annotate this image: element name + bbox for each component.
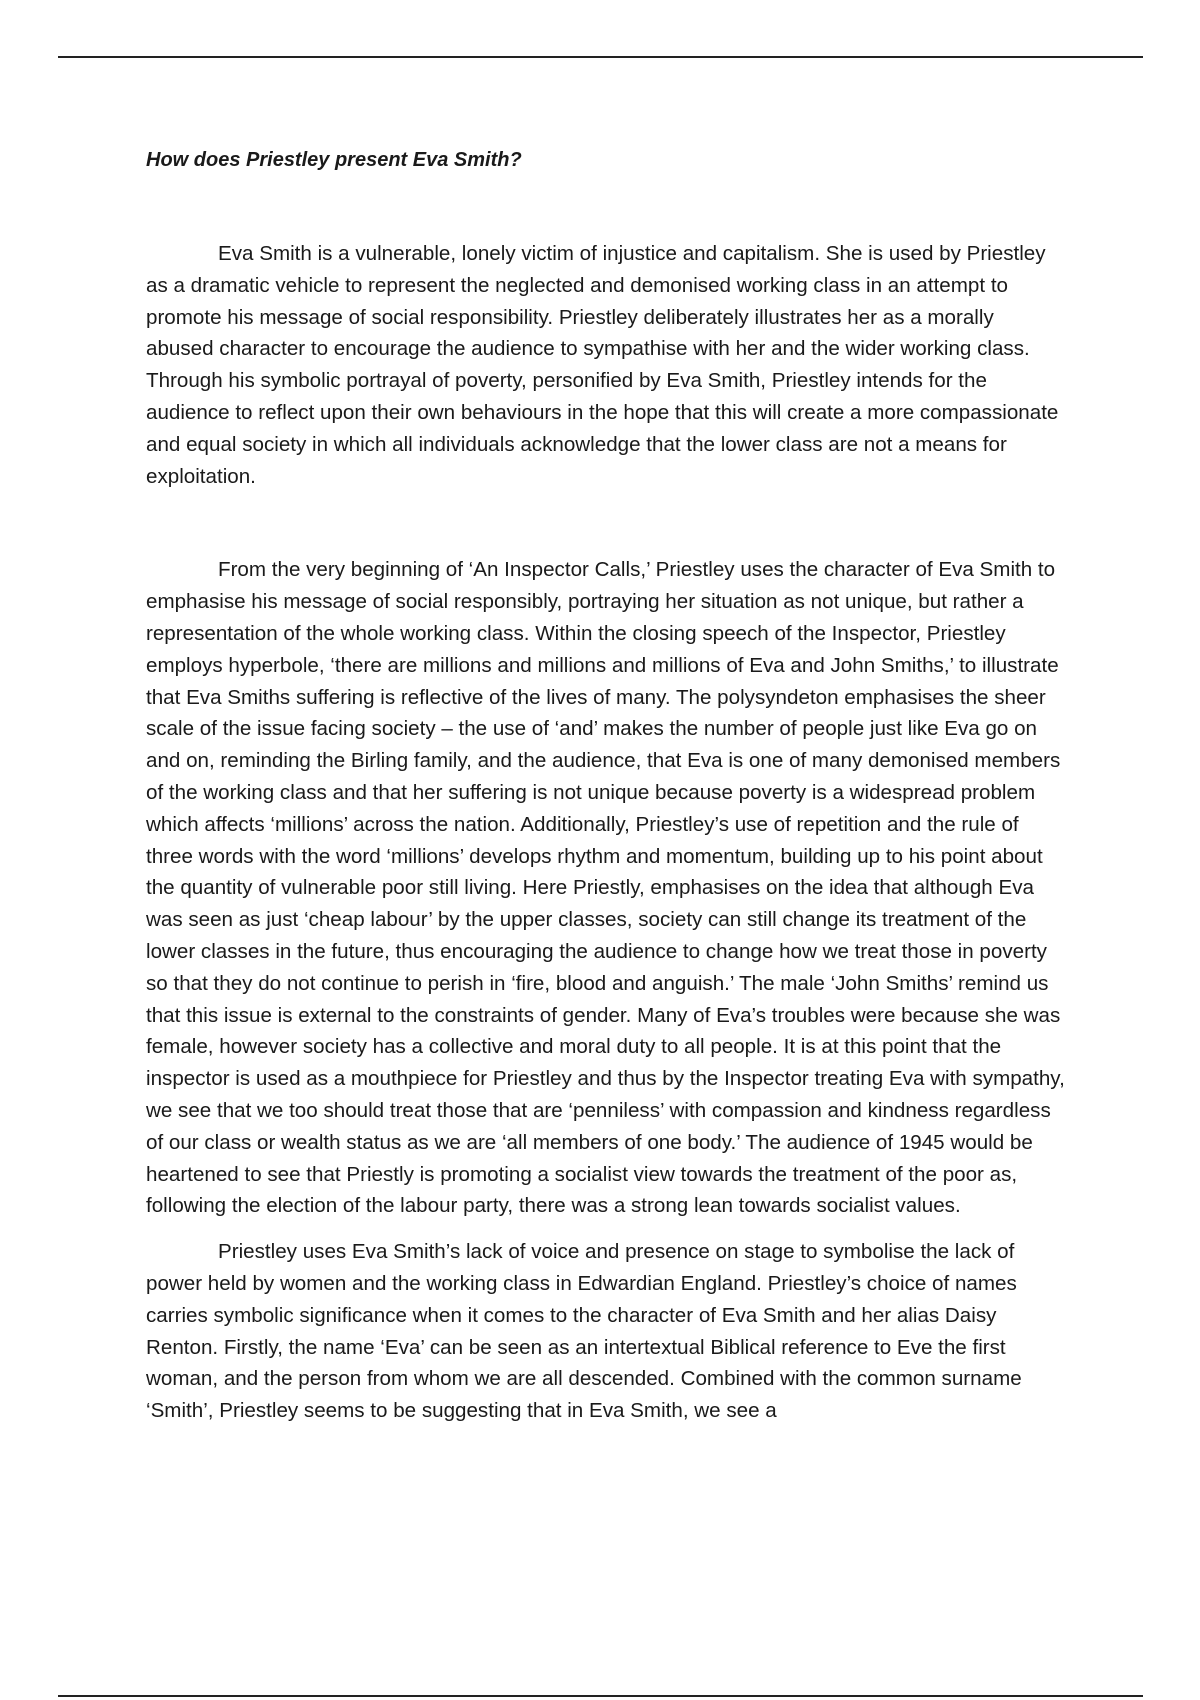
bottom-horizontal-rule xyxy=(58,1695,1143,1697)
paragraph-symbolic-names: Priestley uses Eva Smith’s lack of voice and presence on stage to symbolise the lack of power held by women and the working class in Edwardian England. Priestley’s choice of names carries symbolic significance when it comes to the character of Eva Smith and her alias Daisy Renton. Firstly, the name ‘Eva’ can be seen as an intertextual Biblical reference to Eve the first woman, and the person from whom we are all descended. Combined with the common surname ‘Smith’, Priestley seems to be suggesting that in Eva Smith, we see a xyxy=(146,1240,1022,1423)
paragraph-social-responsibility: From the very beginning of ‘An Inspector Calls,’ Priestley uses the character of Eva Smith to emphasise his message of social responsibly, portraying her situation as not unique, but rather a representation of the whole working class. Within the closing speech of the Inspector, Priestley employs hyperbole, ‘there are millions and millions and millions of Eva and John Smiths,’ to illustrate that Eva Smiths suffering is reflective of the lives of many. The polysyndeton emphasises the sheer scale of the issue facing society – the use of ‘and’ makes the number of people just like Eva go on and on, reminding the Birling family, and the audience, that Eva is one of many demonised members of the working class and that her suffering is not unique because poverty is a widespread problem which affects ‘millions’ across the nation. Additionally, Priestley’s use of repetition and the rule of three words with the word ‘millions’ develops rhythm and momentum, building up to his point about the quantity of vulnerable poor still living. Here Priestly, emphasises on the idea that although Eva was seen as just ‘cheap labour’ by the upper classes, society can still change its treatment of the lower classes in the future, thus encouraging the audience to change how we treat those in poverty so that they do not continue to perish in ‘fire, blood and anguish.’ The male ‘John Smiths’ remind us that this issue is external to the constraints of gender. Many of Eva’s troubles were because she was female, however society has a collective and moral duty to all people. It is at this point that the inspector is used as a mouthpiece for Priestley and thus by the Inspector treating Eva with sympathy, we see that we too should treat those that are ‘penniless’ with compassion and kindness regardless of our class or wealth status as we are ‘all members of one body.’ The audience of 1945 would be heartened to see that Priestly is promoting a socialist view towards the treatment of the poor as, following the election of the labour party, there was a strong lean towards socialist values. xyxy=(146,558,1065,1218)
essay-question-heading: How does Priestley present Eva Smith? xyxy=(146,149,522,171)
paragraph-introduction: Eva Smith is a vulnerable, lonely victim of injustice and capitalism. She is used by Priestley as a dramatic vehicle to represent the neglected and demonised working class in an attempt to promote his message of social responsibility. Priestley deliberately illustrates her as a morally abused character to encourage the audience to sympathise with her and the wider working class. Through his symbolic portrayal of poverty, personified by Eva Smith, Priestley intends for the audience to reflect upon their own behaviours in the hope that this will create a more compassionate and equal society in which all individuals acknowledge that the lower class are not a means for exploitation. xyxy=(146,242,1059,488)
top-horizontal-rule xyxy=(58,56,1143,58)
document-body xyxy=(146,146,1066,1427)
